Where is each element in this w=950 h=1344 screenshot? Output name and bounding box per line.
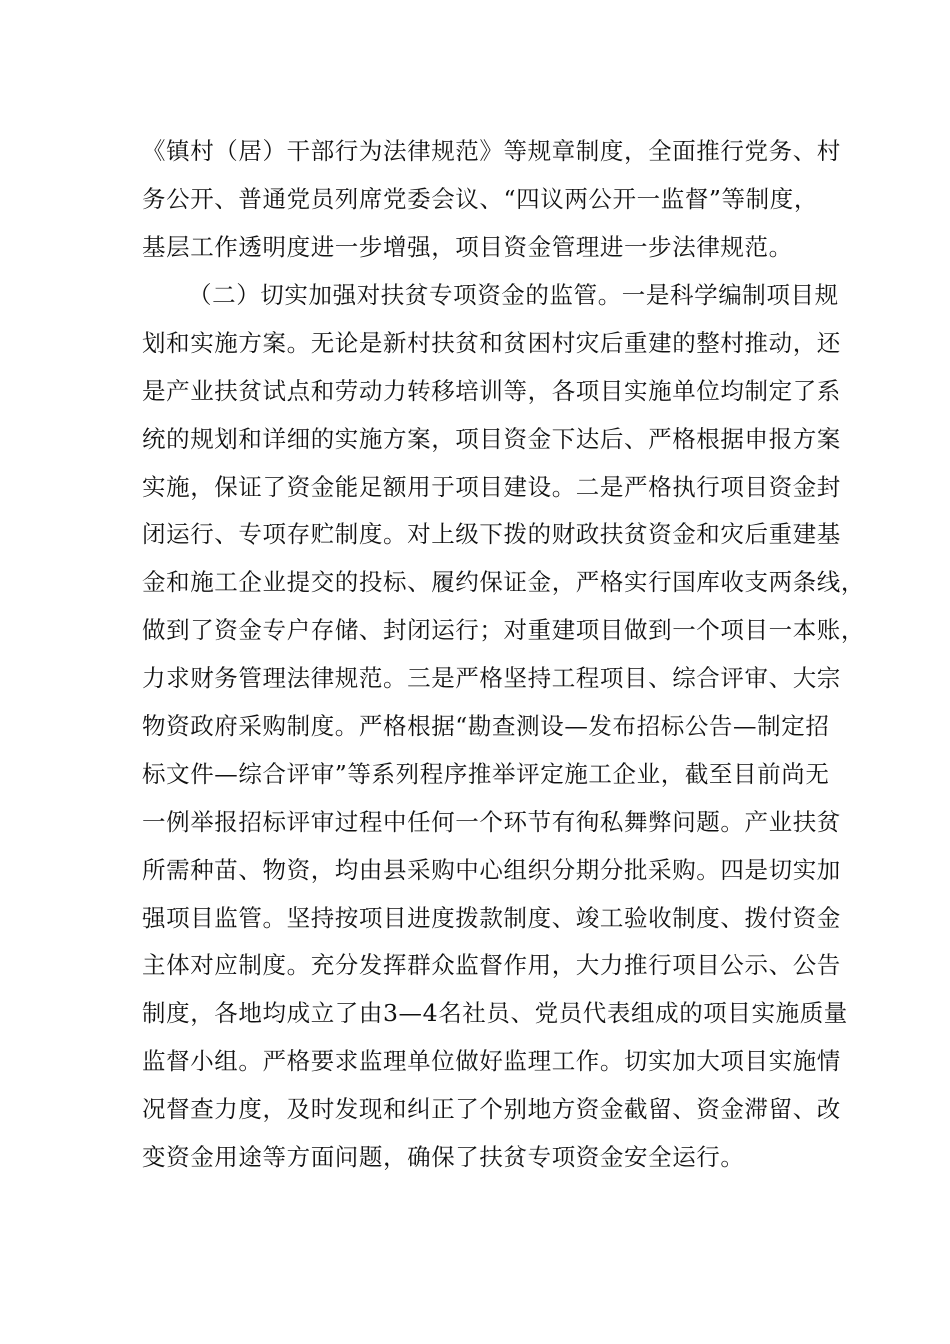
text-line: 况督查力度，及时发现和纠正了个别地方资金截留、资金滞留、改	[142, 1095, 841, 1124]
text-line: 主体对应制度。充分发挥群众监督作用，大力推行项目公示、公告	[142, 951, 841, 980]
text-line: 物资政府采购制度。严格根据“勘查测设—发布招标公告—制定招	[142, 712, 830, 741]
text-line: 金和施工企业提交的投标、履约保证金，严格实行国库收支两条线，	[142, 568, 865, 597]
text-line: 划和实施方案。无论是新村扶贫和贫困村灾后重建的整村推动，还	[142, 328, 841, 357]
text-line: 一例举报招标评审过程中任何一个环节有徇私舞弊问题。产业扶贫	[142, 807, 841, 836]
text-line: （二）切实加强对扶贫专项资金的监管。一是科学编制项目规	[188, 281, 839, 309]
paragraph-2	[142, 272, 865, 1182]
text-line: 做到了资金专户存储、封闭运行；对重建项目做到一个项目一本账，	[142, 616, 865, 645]
text-line: 务公开、普通党员列席党委会议、“四议两公开一监督”等制度，	[142, 184, 818, 213]
text-line: 标文件—综合评审”等系列程序推举评定施工企业，截至目前尚无	[142, 759, 830, 788]
text-line: 制度，各地均成立了由3—4名社员、党员代表组成的项目实施质量	[142, 999, 848, 1028]
text-line: 变资金用途等方面问题，确保了扶贫专项资金安全运行。	[142, 1143, 745, 1172]
text-line: 统的规划和详细的实施方案，项目资金下达后、严格根据申报方案	[142, 424, 841, 453]
text-line: 所需种苗、物资，均由县采购中心组织分期分批采购。四是切实加	[142, 855, 841, 884]
text-line: 《镇村（居）干部行为法律规范》等规章制度，全面推行党务、村	[142, 137, 841, 165]
text-line: 基层工作透明度进一步增强，项目资金管理进一步法律规范。	[142, 232, 793, 261]
paragraph-1	[142, 128, 841, 272]
text-line: 实施，保证了资金能足额用于项目建设。二是严格执行项目资金封	[142, 472, 841, 501]
text-line: 是产业扶贫试点和劳动力转移培训等，各项目实施单位均制定了系	[142, 376, 841, 405]
text-line: 力求财务管理法律规范。三是严格坚持工程项目、综合评审、大宗	[142, 664, 841, 693]
text-line: 强项目监管。坚持按项目进度拨款制度、竣工验收制度、拨付资金	[142, 903, 841, 932]
text-line: 监督小组。严格要求监理单位做好监理工作。切实加大项目实施情	[142, 1047, 841, 1076]
text-line: 闭运行、专项存贮制度。对上级下拨的财政扶贫资金和灾后重建基	[142, 520, 841, 549]
